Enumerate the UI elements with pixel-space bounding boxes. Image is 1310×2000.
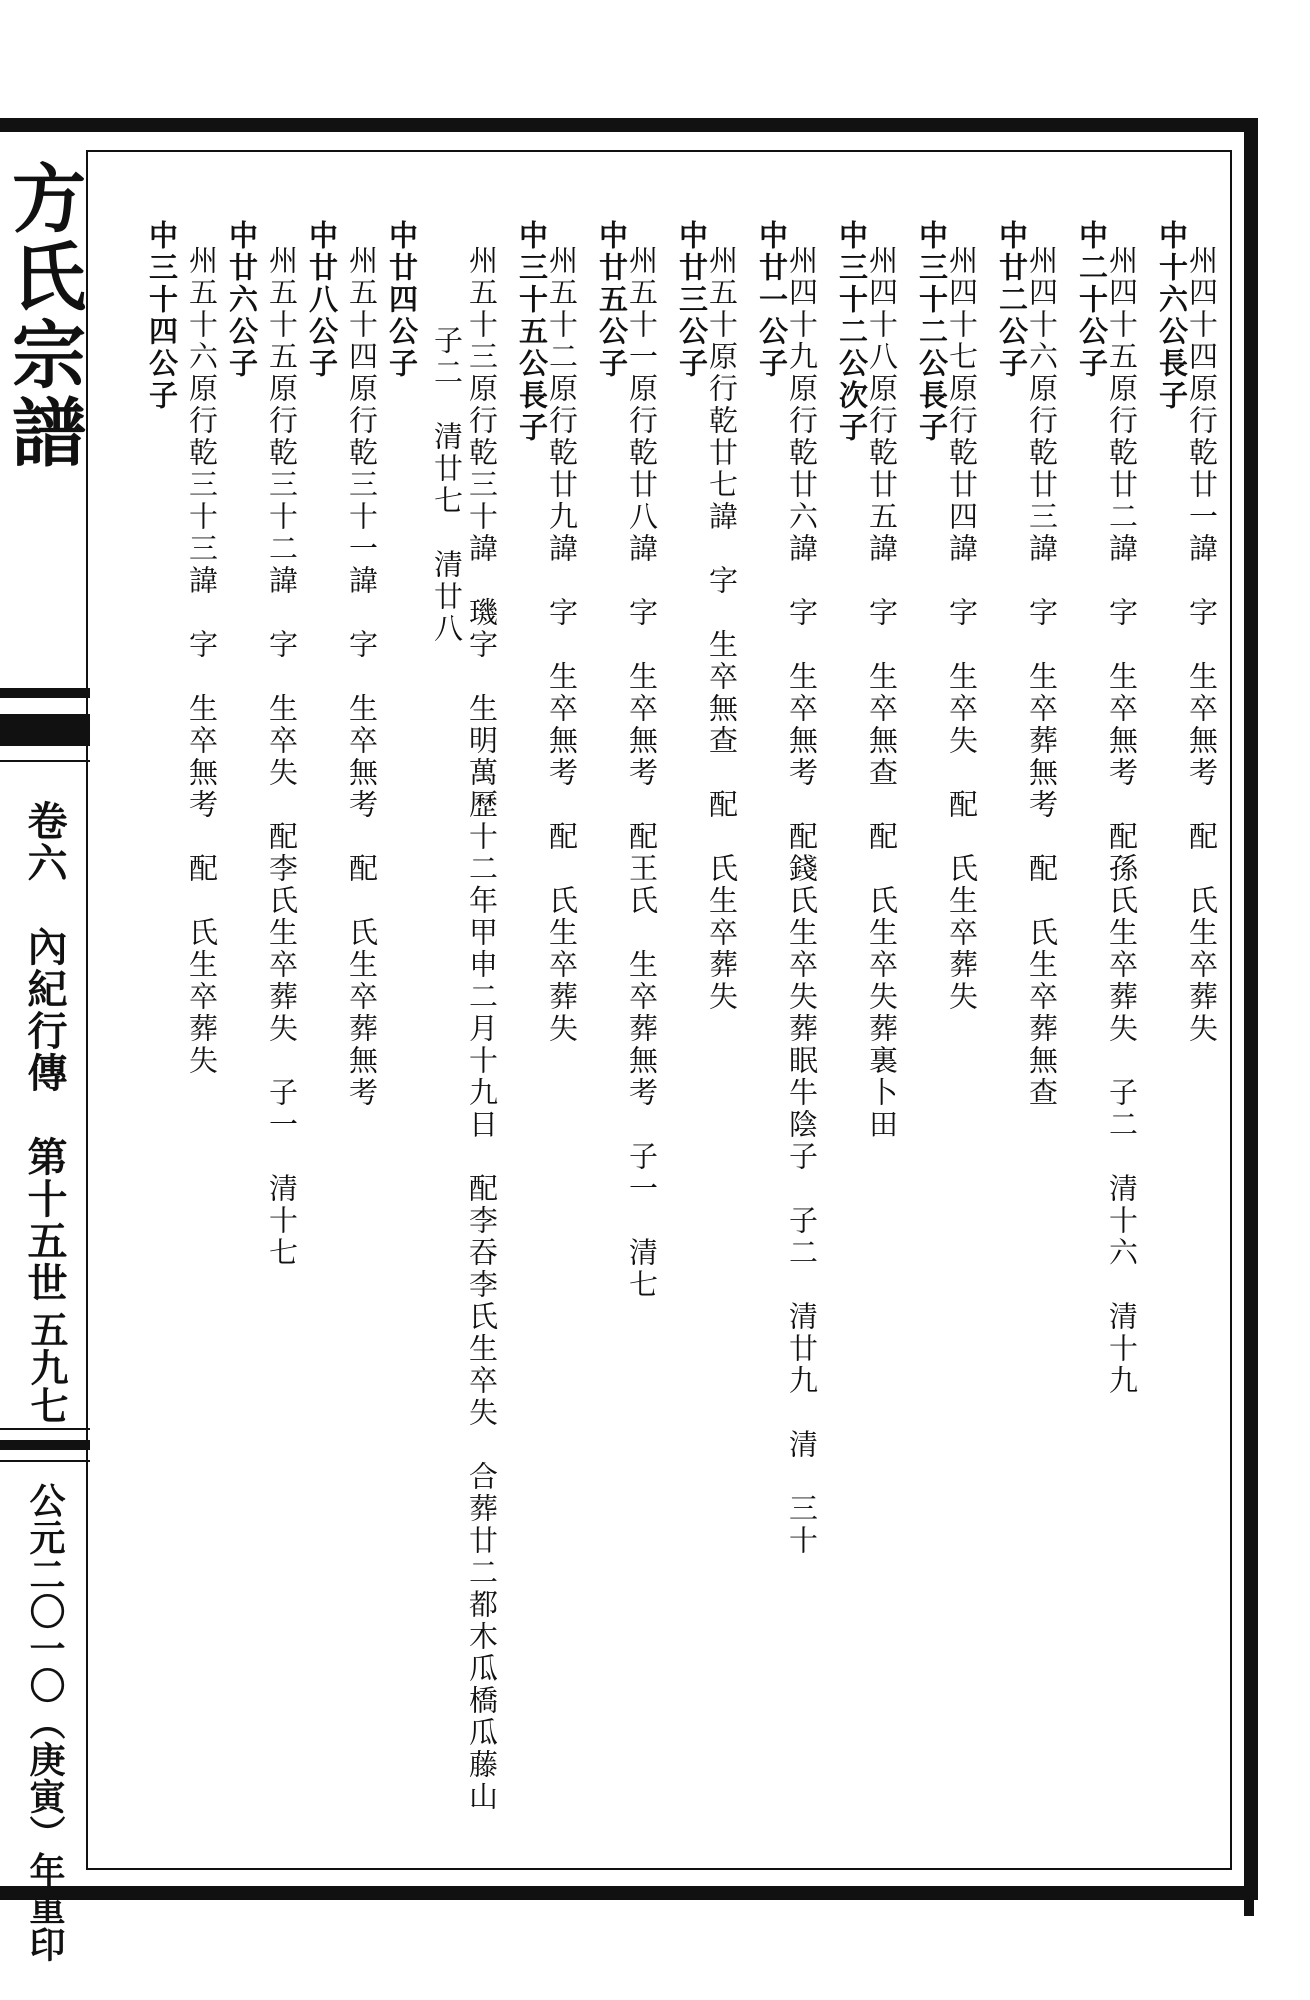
entry-heading: 中十六公長子 bbox=[1155, 220, 1189, 412]
entry-line: 州五十原行乾廿七諱 字 生卒無查 配 氏生卒葬失 bbox=[705, 245, 739, 1013]
entry-line: 州五十二原行乾廿九諱 字 生卒無考 配 氏生卒葬失 bbox=[545, 245, 579, 1045]
entry-line: 州五十六原行乾三十三諱 字 生卒無考 配 氏生卒葬失 bbox=[185, 245, 219, 1077]
volume-info: 卷六 內紀行傳 第十五世 bbox=[21, 800, 68, 1304]
entry-heading: 中廿二公子 bbox=[995, 220, 1029, 380]
inner-frame bbox=[86, 150, 1232, 1870]
entry-line: 州五十五原行乾三十二諱 字 生卒失 配李氏生卒葬失 子一 清十七 bbox=[265, 245, 299, 1269]
entry-heading: 中廿四公子 bbox=[385, 220, 419, 380]
frame-shadow bbox=[1244, 126, 1254, 1916]
entry-heading: 中廿三公子 bbox=[675, 220, 709, 380]
reprint-rule bbox=[0, 1428, 90, 1430]
entry-line: 州四十五原行乾廿二諱 字 生卒無考 配孫氏生卒葬失 子二 清十六 清十九 bbox=[1105, 245, 1139, 1397]
entry-line: 州五十一原行乾廿八諱 字 生卒無考 配王氏 生卒葬無考 子一 清七 bbox=[625, 245, 659, 1301]
entry-line: 州四十九原行乾廿六諱 字 生卒無考 配錢氏生卒失葬眠牛陰子 子二 清廿九 清 三十 bbox=[785, 245, 819, 1557]
entry-line: 子二 清廿七 清廿八 bbox=[430, 325, 464, 645]
entry-heading: 中三十二公長子 bbox=[915, 220, 949, 444]
entry-heading: 中廿一公子 bbox=[755, 220, 789, 380]
entry-line: 州四十六原行乾廿三諱 字 生卒葬無考 配 氏生卒葬無查 bbox=[1025, 245, 1059, 1109]
reprint-rule-2 bbox=[0, 1460, 90, 1462]
entry-line: 州四十四原行乾廿一諱 字 生卒無考 配 氏生卒葬失 bbox=[1185, 245, 1219, 1045]
entry-heading: 中廿八公子 bbox=[305, 220, 339, 380]
entry-heading: 中二十公子 bbox=[1075, 220, 1109, 380]
page-number: 五九七 bbox=[24, 1310, 69, 1424]
entry-line: 州四十八原行乾廿五諱 字 生卒無查 配 氏生卒失葬裏卜田 bbox=[865, 245, 899, 1141]
book-title: 方氏宗譜 bbox=[0, 160, 86, 472]
entry-heading: 中三十二公次子 bbox=[835, 220, 869, 444]
entry-line: 州五十四原行乾三十一諱 字 生卒無考 配 氏生卒葬無考 bbox=[345, 245, 379, 1109]
reprint-note: 公元二〇一〇（庚寅）年重印 bbox=[24, 1482, 66, 1963]
title-divider bbox=[0, 688, 90, 698]
entry-line: 州四十七原行乾廿四諱 字 生卒失 配 氏生卒葬失 bbox=[945, 245, 979, 1013]
entry-heading: 中廿五公子 bbox=[595, 220, 629, 380]
title-divider-band bbox=[0, 714, 90, 746]
entry-heading: 中廿六公子 bbox=[225, 220, 259, 380]
entry-line: 州五十三原行乾三十諱 璣字 生明萬歷十二年甲申二月十九日 配李吞李氏生卒失 合葬廿二都木瓜橋瓜藤山 bbox=[465, 245, 499, 1813]
entry-heading: 中三十四公子 bbox=[145, 220, 179, 412]
reprint-divider bbox=[0, 1440, 90, 1450]
title-rule bbox=[0, 760, 90, 762]
entry-heading: 中三十五公長子 bbox=[515, 220, 549, 444]
